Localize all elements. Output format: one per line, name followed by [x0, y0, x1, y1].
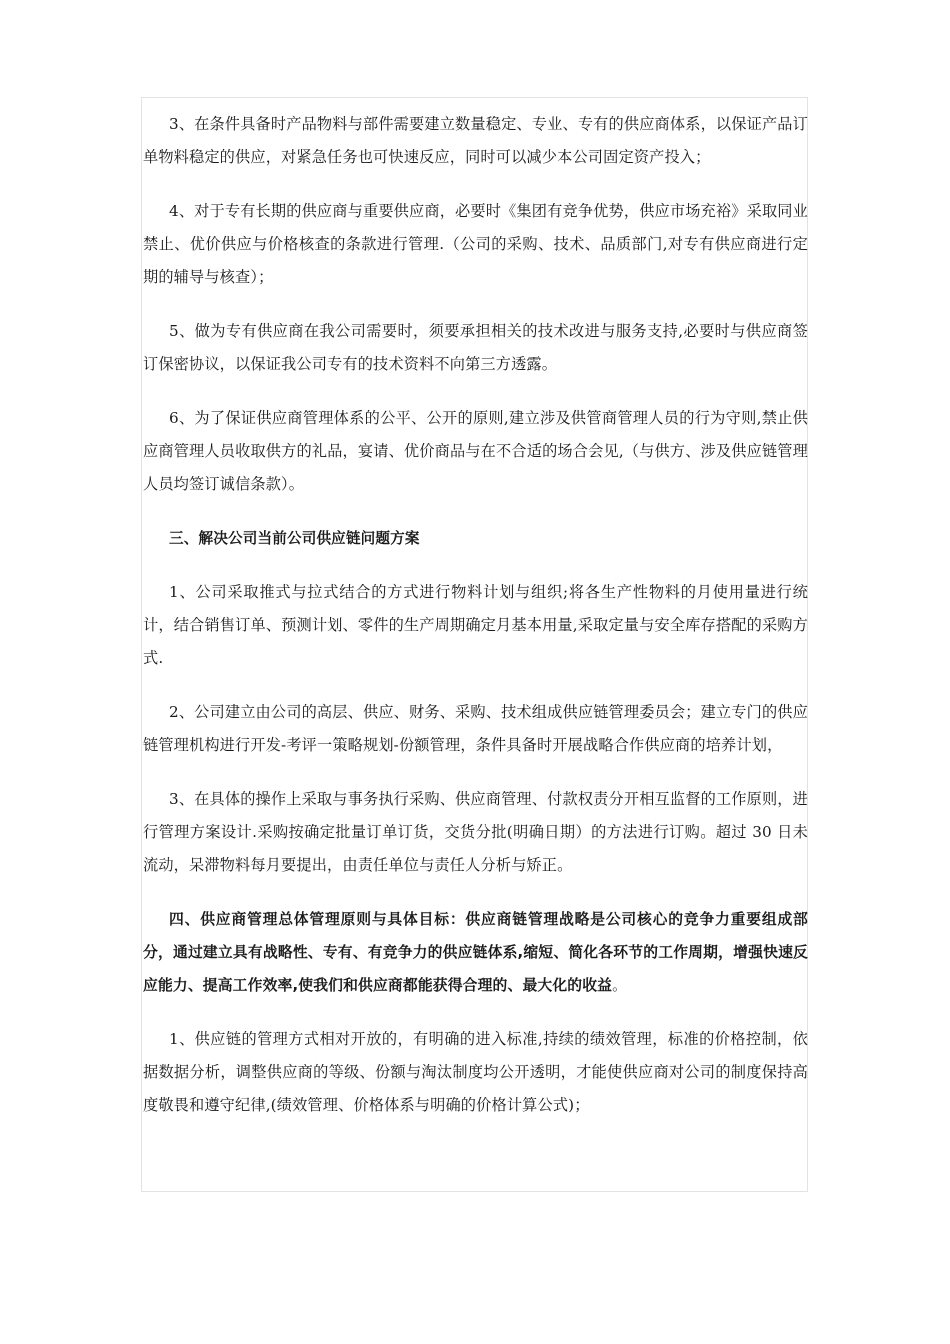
section-3-item-2: 2、公司建立由公司的高层、供应、财务、采购、技术组成供应链管理委员会；建立专门的供应链管理机构进行开发-考评一策略规划-份额管理，条件具备时开展战略合作供应商的培养计划，: [143, 703, 808, 754]
paragraph-item-3: 3、在条件具备时产品物料与部件需要建立数量稳定、专业、专有的供应商体系，以保证产品订单物料稳定的供应，对紧急任务也可快速反应，同时可以减少本公司固定资产投入；: [143, 115, 808, 166]
paragraph-item-5: 5、做为专有供应商在我公司需要时，须要承担相关的技术改进与服务支持,必要时与供应商签订保密协议，以保证我公司专有的技术资料不向第三方透露。: [143, 322, 808, 373]
section-4-heading-text: 四、供应商管理总体管理原则与具体目标：供应商链管理战略是公司核心的竞争力重要组成部分，通过建立具有战略性、专有、有竞争力的供应链体系,缩短、简化各环节的工作周期，增强快速反应能力、提高工作效率,使我们和供应商都能获得合理的、最大化的收益: [143, 911, 808, 994]
paragraph-item-4: 4、对于专有长期的供应商与重要供应商，必要时《集团有竞争优势，供应市场充裕》采取同业禁止、优价供应与价格核查的条款进行管理.（公司的采购、技术、品质部门,对专有供应商进行定期的辅导与核查）；: [143, 202, 808, 286]
section-4-heading-period: 。: [612, 977, 628, 994]
section-4-item-1: 1、供应链的管理方式相对开放的，有明确的进入标准,持续的绩效管理，标准的价格控制，依据数据分析，调整供应商的等级、份额与淘汰制度均公开透明，才能使供应商对公司的制度保持高度敬畏和遵守纪律,(绩效管理、价格体系与明确的价格计算公式)；: [143, 1030, 808, 1114]
paragraph-item-6: 6、为了保证供应商管理体系的公平、公开的原则,建立涉及供管商管理人员的行为守则,禁止供应商管理人员收取供方的礼品，宴请、优价商品与在不合适的场合会见,（与供方、涉及供应链管理人员均签订诚信条款）。: [143, 409, 808, 493]
section-3-item-1: 1、公司采取推式与拉式结合的方式进行物料计划与组织;将各生产性物料的月使用量进行统计，结合销售订单、预测计划、零件的生产周期确定月基本用量,采取定量与安全库存搭配的采购方式.: [143, 583, 808, 667]
document-body: [143, 108, 808, 1143]
section-3-item-3: 3、在具体的操作上采取与事务执行采购、供应商管理、付款权责分开相互监督的工作原则，进行管理方案设计.采购按确定批量订单订货，交货分批(明确日期）的方法进行订购。超过 30 日未流动，呆滞物料每月要提出，由责任单位与责任人分析与矫正。: [143, 790, 808, 874]
section-4-heading: [143, 903, 808, 1002]
section-3-heading: 三、解决公司当前公司供应链问题方案: [169, 530, 420, 547]
